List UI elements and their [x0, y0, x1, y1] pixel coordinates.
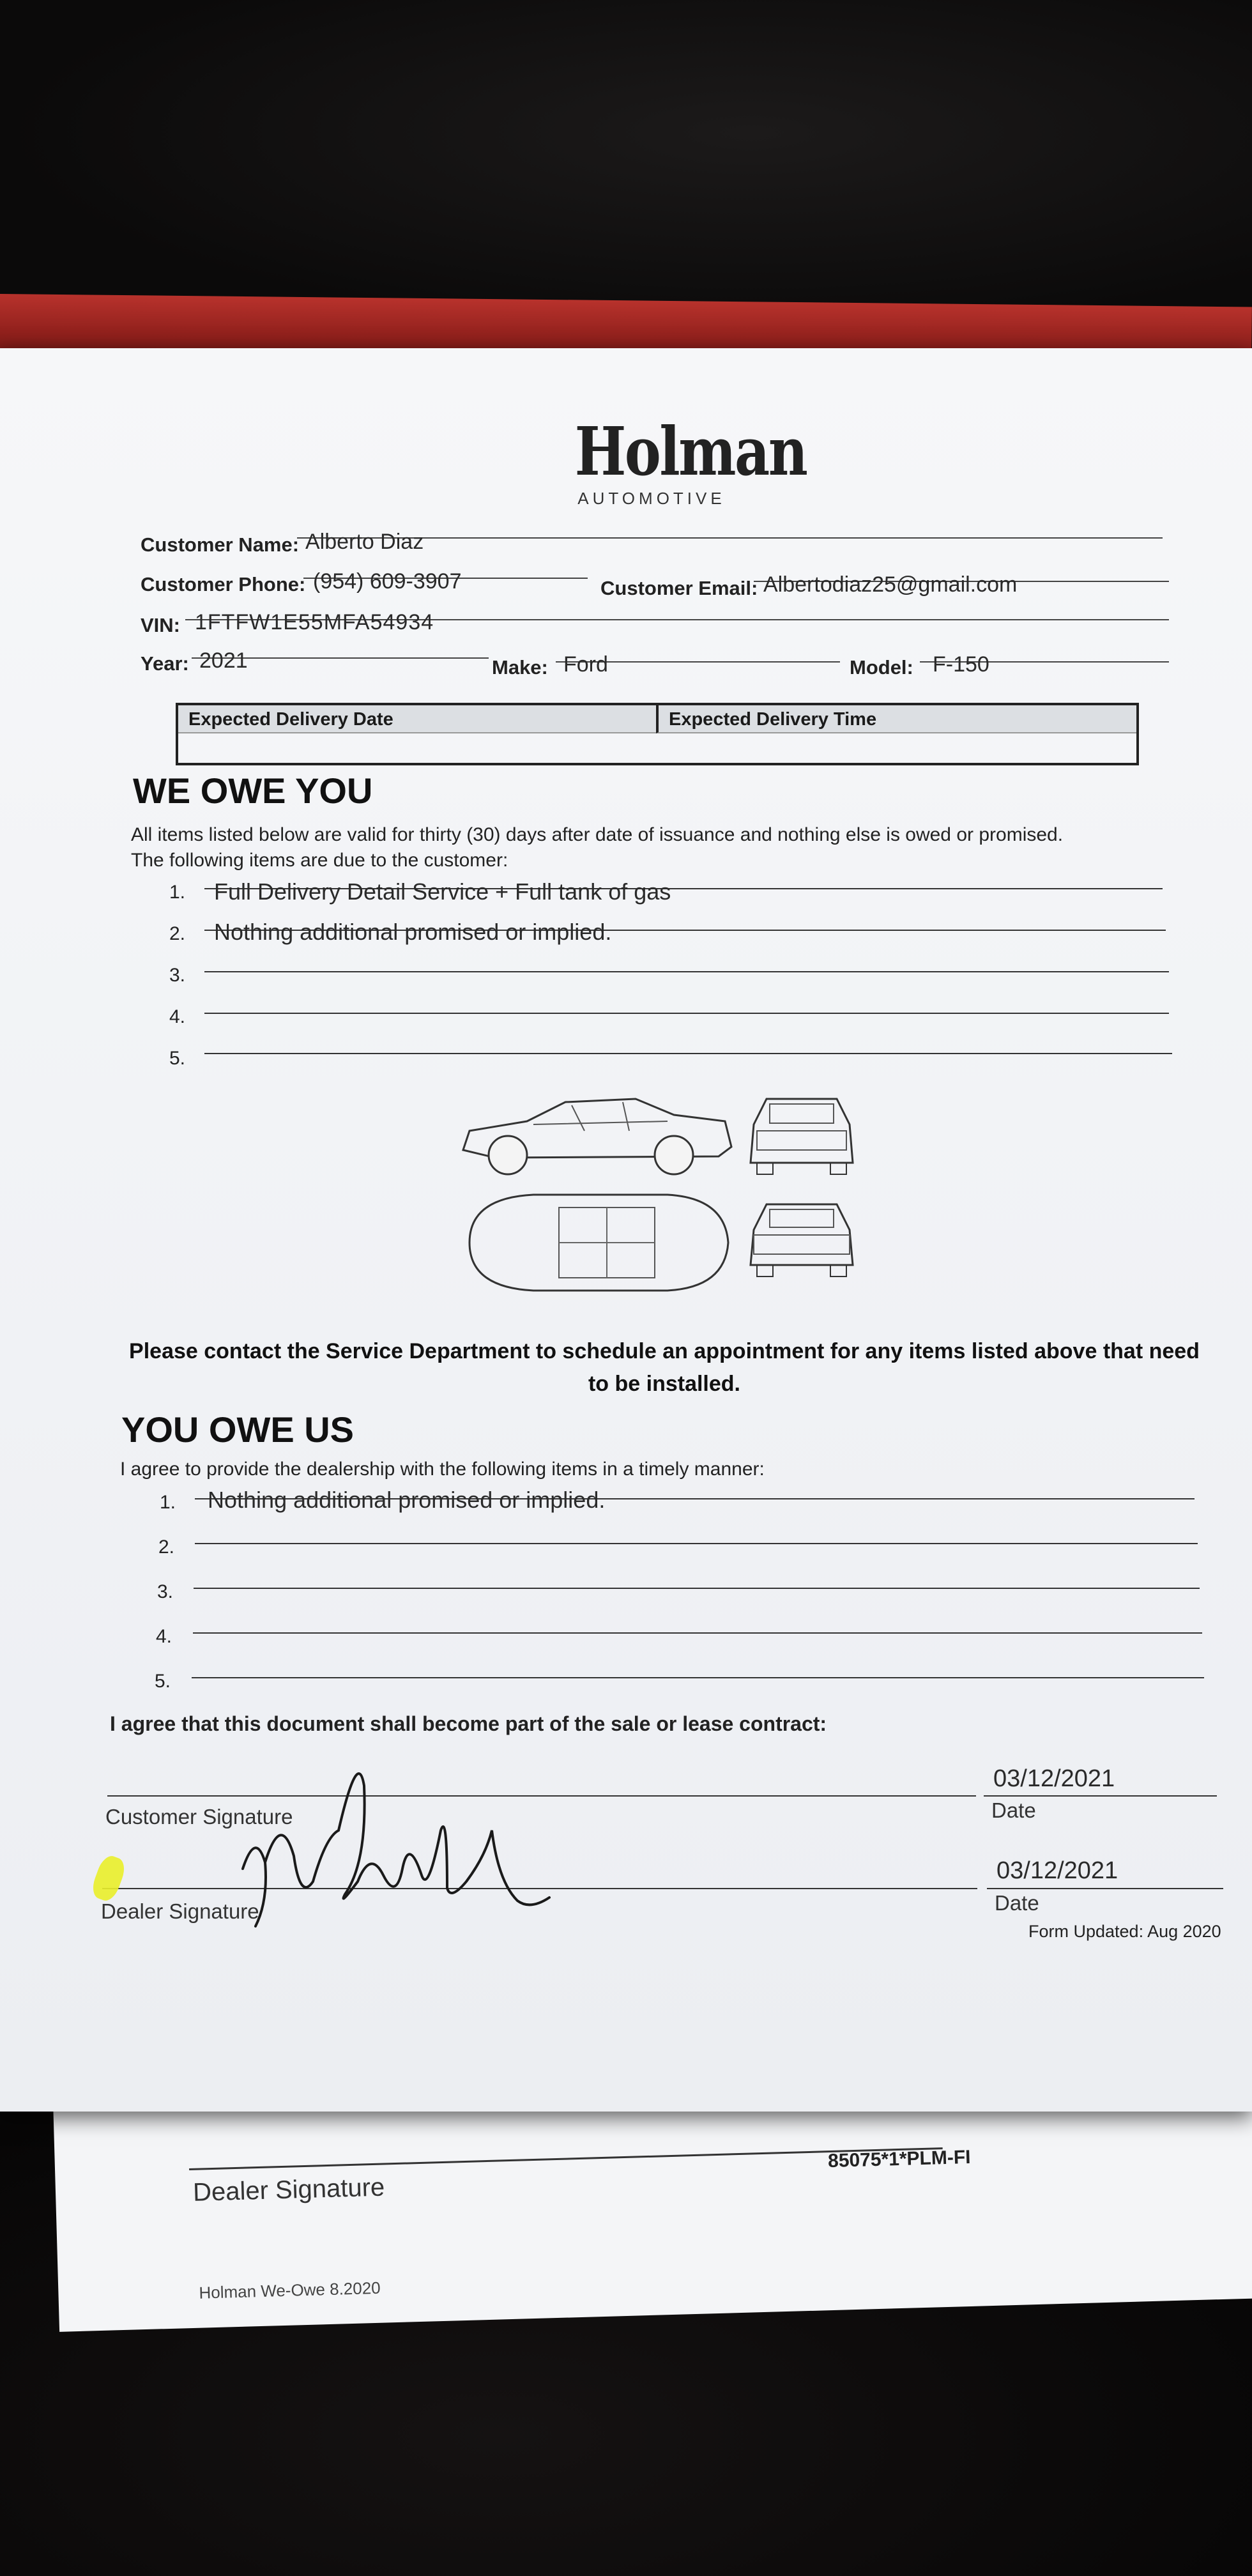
we-owe-item-4-num: 4.: [169, 1006, 186, 1027]
logo-subtitle: AUTOMOTIVE: [577, 489, 726, 508]
we-owe-you-heading: WE OWE YOU: [133, 770, 373, 811]
we-owe-item-5-num: 5.: [169, 1048, 186, 1069]
car-front-view-diagram: [741, 1086, 862, 1182]
customer-name-label: Customer Name:: [141, 533, 300, 556]
form-code: 85075*1*PLM-FI: [827, 2146, 971, 2172]
car-side-view-diagram: [457, 1086, 738, 1182]
car-top-view-diagram: [457, 1185, 738, 1300]
logo-brand: Holman: [574, 412, 807, 491]
we-owe-item-1-text: Full Delivery Detail Service + Full tank of gas: [214, 878, 671, 905]
background-dark-top: [0, 0, 1252, 332]
customer-name-field[interactable]: [297, 509, 1163, 539]
dealer-signature-label: Dealer Signature: [101, 1899, 259, 1923]
you-owe-item-5-line[interactable]: [192, 1652, 1204, 1678]
you-owe-item-3-line[interactable]: [194, 1562, 1200, 1589]
year-label: Year:: [141, 652, 189, 675]
dealer-date-line[interactable]: [987, 1888, 1223, 1889]
customer-email-label: Customer Email:: [600, 577, 758, 599]
we-owe-item-3-num: 3.: [169, 965, 186, 986]
customer-email-value: Albertodiaz25@gmail.com: [763, 572, 1018, 597]
agreement-statement: I agree that this document shall become part of the sale or lease contract:: [110, 1712, 827, 1735]
dealer-date-value: 03/12/2021: [996, 1857, 1118, 1884]
you-owe-item-1-num: 1.: [160, 1492, 176, 1513]
yellow-highlight-mark: [89, 1853, 128, 1903]
you-owe-item-2-num: 2.: [158, 1537, 175, 1558]
we-owe-item-5-line[interactable]: [204, 1027, 1172, 1054]
we-owe-item-2-text: Nothing additional promised or implied.: [214, 919, 612, 945]
customer-signature-label: Customer Signature: [105, 1805, 293, 1828]
model-label: Model:: [850, 656, 913, 678]
customer-date-line[interactable]: [984, 1795, 1217, 1797]
make-label: Make:: [492, 656, 548, 678]
you-owe-item-3-num: 3.: [157, 1581, 174, 1602]
we-owe-validity-text: All items listed below are valid for thirty (30) days after date of issuance and nothing else is owed or promised.: [131, 824, 1064, 845]
you-owe-item-4-line[interactable]: [193, 1607, 1202, 1634]
you-owe-item-5-num: 5.: [155, 1671, 171, 1692]
customer-date-value: 03/12/2021: [993, 1765, 1115, 1792]
you-owe-item-2-line[interactable]: [195, 1517, 1198, 1544]
we-owe-intro-text: The following items are due to the customer:: [131, 850, 508, 871]
we-owe-item-2-num: 2.: [169, 923, 186, 944]
form-updated-note: Form Updated: Aug 2020: [1028, 1922, 1221, 1941]
dealer-date-label: Date: [995, 1891, 1039, 1915]
we-owe-item-4-line[interactable]: [204, 987, 1169, 1014]
you-owe-intro-text: I agree to provide the dealership with the following items in a timely manner:: [120, 1459, 765, 1480]
model-value: F-150: [933, 652, 989, 677]
vin-label: VIN:: [141, 614, 180, 636]
back-dealer-signature-label: Dealer Signature: [192, 2173, 385, 2207]
expected-delivery-date-cell[interactable]: Expected Delivery Date: [178, 705, 656, 733]
expected-delivery-box: [176, 703, 1139, 765]
holman-logo: [549, 412, 807, 509]
handwritten-signature: [230, 1735, 562, 1939]
you-owe-us-heading: YOU OWE US: [121, 1409, 355, 1450]
expected-delivery-time-cell[interactable]: Expected Delivery Time: [656, 705, 1136, 733]
you-owe-item-4-num: 4.: [156, 1626, 172, 1647]
year-value: 2021: [199, 648, 248, 673]
vin-value: 1FTFW1E55MFA54934: [195, 610, 434, 634]
customer-date-label: Date: [991, 1798, 1036, 1822]
service-department-notice: Please contact the Service Department to schedule an appointment for any items listed above that need to be installed.: [129, 1339, 1200, 1396]
make-value: Ford: [563, 652, 608, 677]
we-owe-form: [0, 348, 1252, 2112]
you-owe-item-1-text: Nothing additional promised or implied.: [208, 1487, 606, 1513]
customer-phone-label: Customer Phone:: [141, 573, 306, 595]
we-owe-item-3-line[interactable]: [204, 946, 1169, 972]
form-footer: Holman We-Owe 8.2020: [199, 2278, 381, 2303]
customer-phone-value: (954) 609-3907: [313, 569, 462, 594]
customer-name-value: Alberto Diaz: [305, 530, 424, 554]
we-owe-item-1-num: 1.: [169, 882, 186, 903]
car-rear-view-diagram: [741, 1192, 862, 1287]
